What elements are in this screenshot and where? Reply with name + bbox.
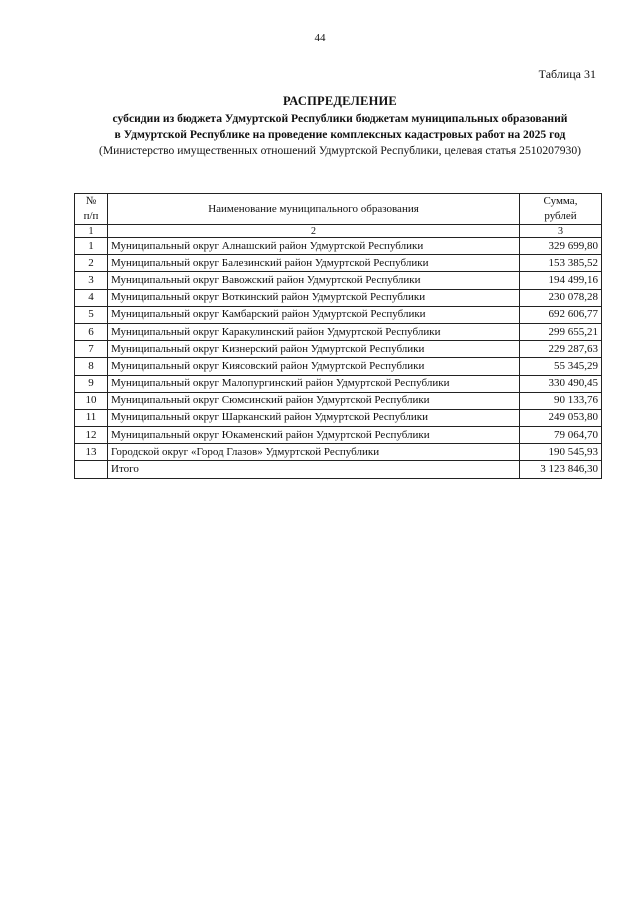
row-number: 2 [75, 255, 108, 272]
table-row [75, 409, 602, 426]
subsidy-amount: 153 385,52 [520, 255, 602, 272]
subsidy-amount: 55 345,29 [520, 358, 602, 375]
row-number: 9 [75, 375, 108, 392]
row-number: 12 [75, 427, 108, 444]
subsidy-amount: 230 078,28 [520, 289, 602, 306]
header-number-line-1: № [85, 195, 97, 207]
table-row [75, 358, 602, 375]
column-number-row [75, 225, 602, 238]
header-name: Наименование муниципального образования [108, 194, 520, 225]
header-number [75, 194, 108, 225]
table-row [75, 444, 602, 461]
table-row [75, 238, 602, 255]
table-row [75, 323, 602, 340]
subsidy-amount: 299 655,21 [520, 323, 602, 340]
row-number: 8 [75, 358, 108, 375]
total-index-cell [75, 461, 108, 478]
municipality-name: Муниципальный округ Кизнерский район Удмуртской Республики [108, 341, 520, 358]
document-note: (Министерство имущественных отношений Удмуртской Республики, целевая статья 2510207930) [98, 144, 581, 157]
municipality-name: Муниципальный округ Алнашский район Удмуртской Республики [108, 238, 520, 255]
municipality-name: Муниципальный округ Балезинский район Удмуртской Республики [108, 255, 520, 272]
municipality-name: Муниципальный округ Воткинский район Удмуртской Республики [108, 289, 520, 306]
row-number: 7 [75, 341, 108, 358]
municipality-name: Муниципальный округ Малопургинский район Удмуртской Республики [108, 375, 520, 392]
municipality-name: Муниципальный округ Сюмсинский район Удмуртской Республики [108, 392, 520, 409]
table-row [75, 306, 602, 323]
municipality-name: Муниципальный округ Киясовский район Удмуртской Республики [108, 358, 520, 375]
column-number: 2 [108, 225, 520, 238]
row-number: 6 [75, 323, 108, 340]
table-row [75, 392, 602, 409]
column-number: 1 [75, 225, 108, 238]
total-sum: 3 123 846,30 [520, 461, 602, 478]
municipality-name: Городской округ «Город Глазов» Удмуртской Республики [108, 444, 520, 461]
table-row [75, 427, 602, 444]
municipality-name: Муниципальный округ Вавожский район Удмуртской Республики [108, 272, 520, 289]
table-header-row [75, 194, 602, 225]
subsidy-amount: 330 490,45 [520, 375, 602, 392]
row-number: 10 [75, 392, 108, 409]
table-label: Таблица 31 [538, 67, 596, 81]
document-subtitle-line-1: субсидии из бюджета Удмуртской Республики бюджетам муниципальных образований [112, 112, 568, 125]
subsidy-amount: 229 287,63 [520, 341, 602, 358]
subsidy-amount: 90 133,76 [520, 392, 602, 409]
header-sum-line-1: Сумма, [543, 195, 578, 207]
subsidy-amount: 194 499,16 [520, 272, 602, 289]
table-row [75, 341, 602, 358]
subsidy-amount: 692 606,77 [520, 306, 602, 323]
row-number: 13 [75, 444, 108, 461]
municipality-name: Муниципальный округ Шарканский район Удмуртской Республики [108, 409, 520, 426]
municipality-name: Муниципальный округ Каракулинский район Удмуртской Республики [108, 323, 520, 340]
subsidy-amount: 329 699,80 [520, 238, 602, 255]
row-number: 1 [75, 238, 108, 255]
row-number: 5 [75, 306, 108, 323]
column-number: 3 [520, 225, 602, 238]
header-sum [520, 194, 602, 225]
row-number: 4 [75, 289, 108, 306]
municipality-name: Муниципальный округ Юкаменский район Удмуртской Республики [108, 427, 520, 444]
table-row [75, 255, 602, 272]
table-row [75, 375, 602, 392]
table-row [75, 289, 602, 306]
total-label: Итого [108, 461, 520, 478]
row-number: 3 [75, 272, 108, 289]
header-sum-line-2: рублей [544, 210, 577, 222]
document-title: РАСПРЕДЕЛЕНИЕ [283, 94, 397, 108]
subsidy-amount: 249 053,80 [520, 409, 602, 426]
municipality-name: Муниципальный округ Камбарский район Удмуртской Республики [108, 306, 520, 323]
document-subtitle-line-2: в Удмуртской Республике на проведение комплексных кадастровых работ на 2025 год [114, 128, 566, 141]
subsidy-amount: 190 545,93 [520, 444, 602, 461]
page-number: 44 [314, 32, 326, 44]
table-body [75, 238, 602, 461]
subsidy-amount: 79 064,70 [520, 427, 602, 444]
table-row [75, 272, 602, 289]
total-row [75, 461, 602, 478]
subsidy-table [74, 193, 602, 479]
row-number: 11 [75, 409, 108, 426]
header-number-line-2: п/п [83, 210, 99, 222]
